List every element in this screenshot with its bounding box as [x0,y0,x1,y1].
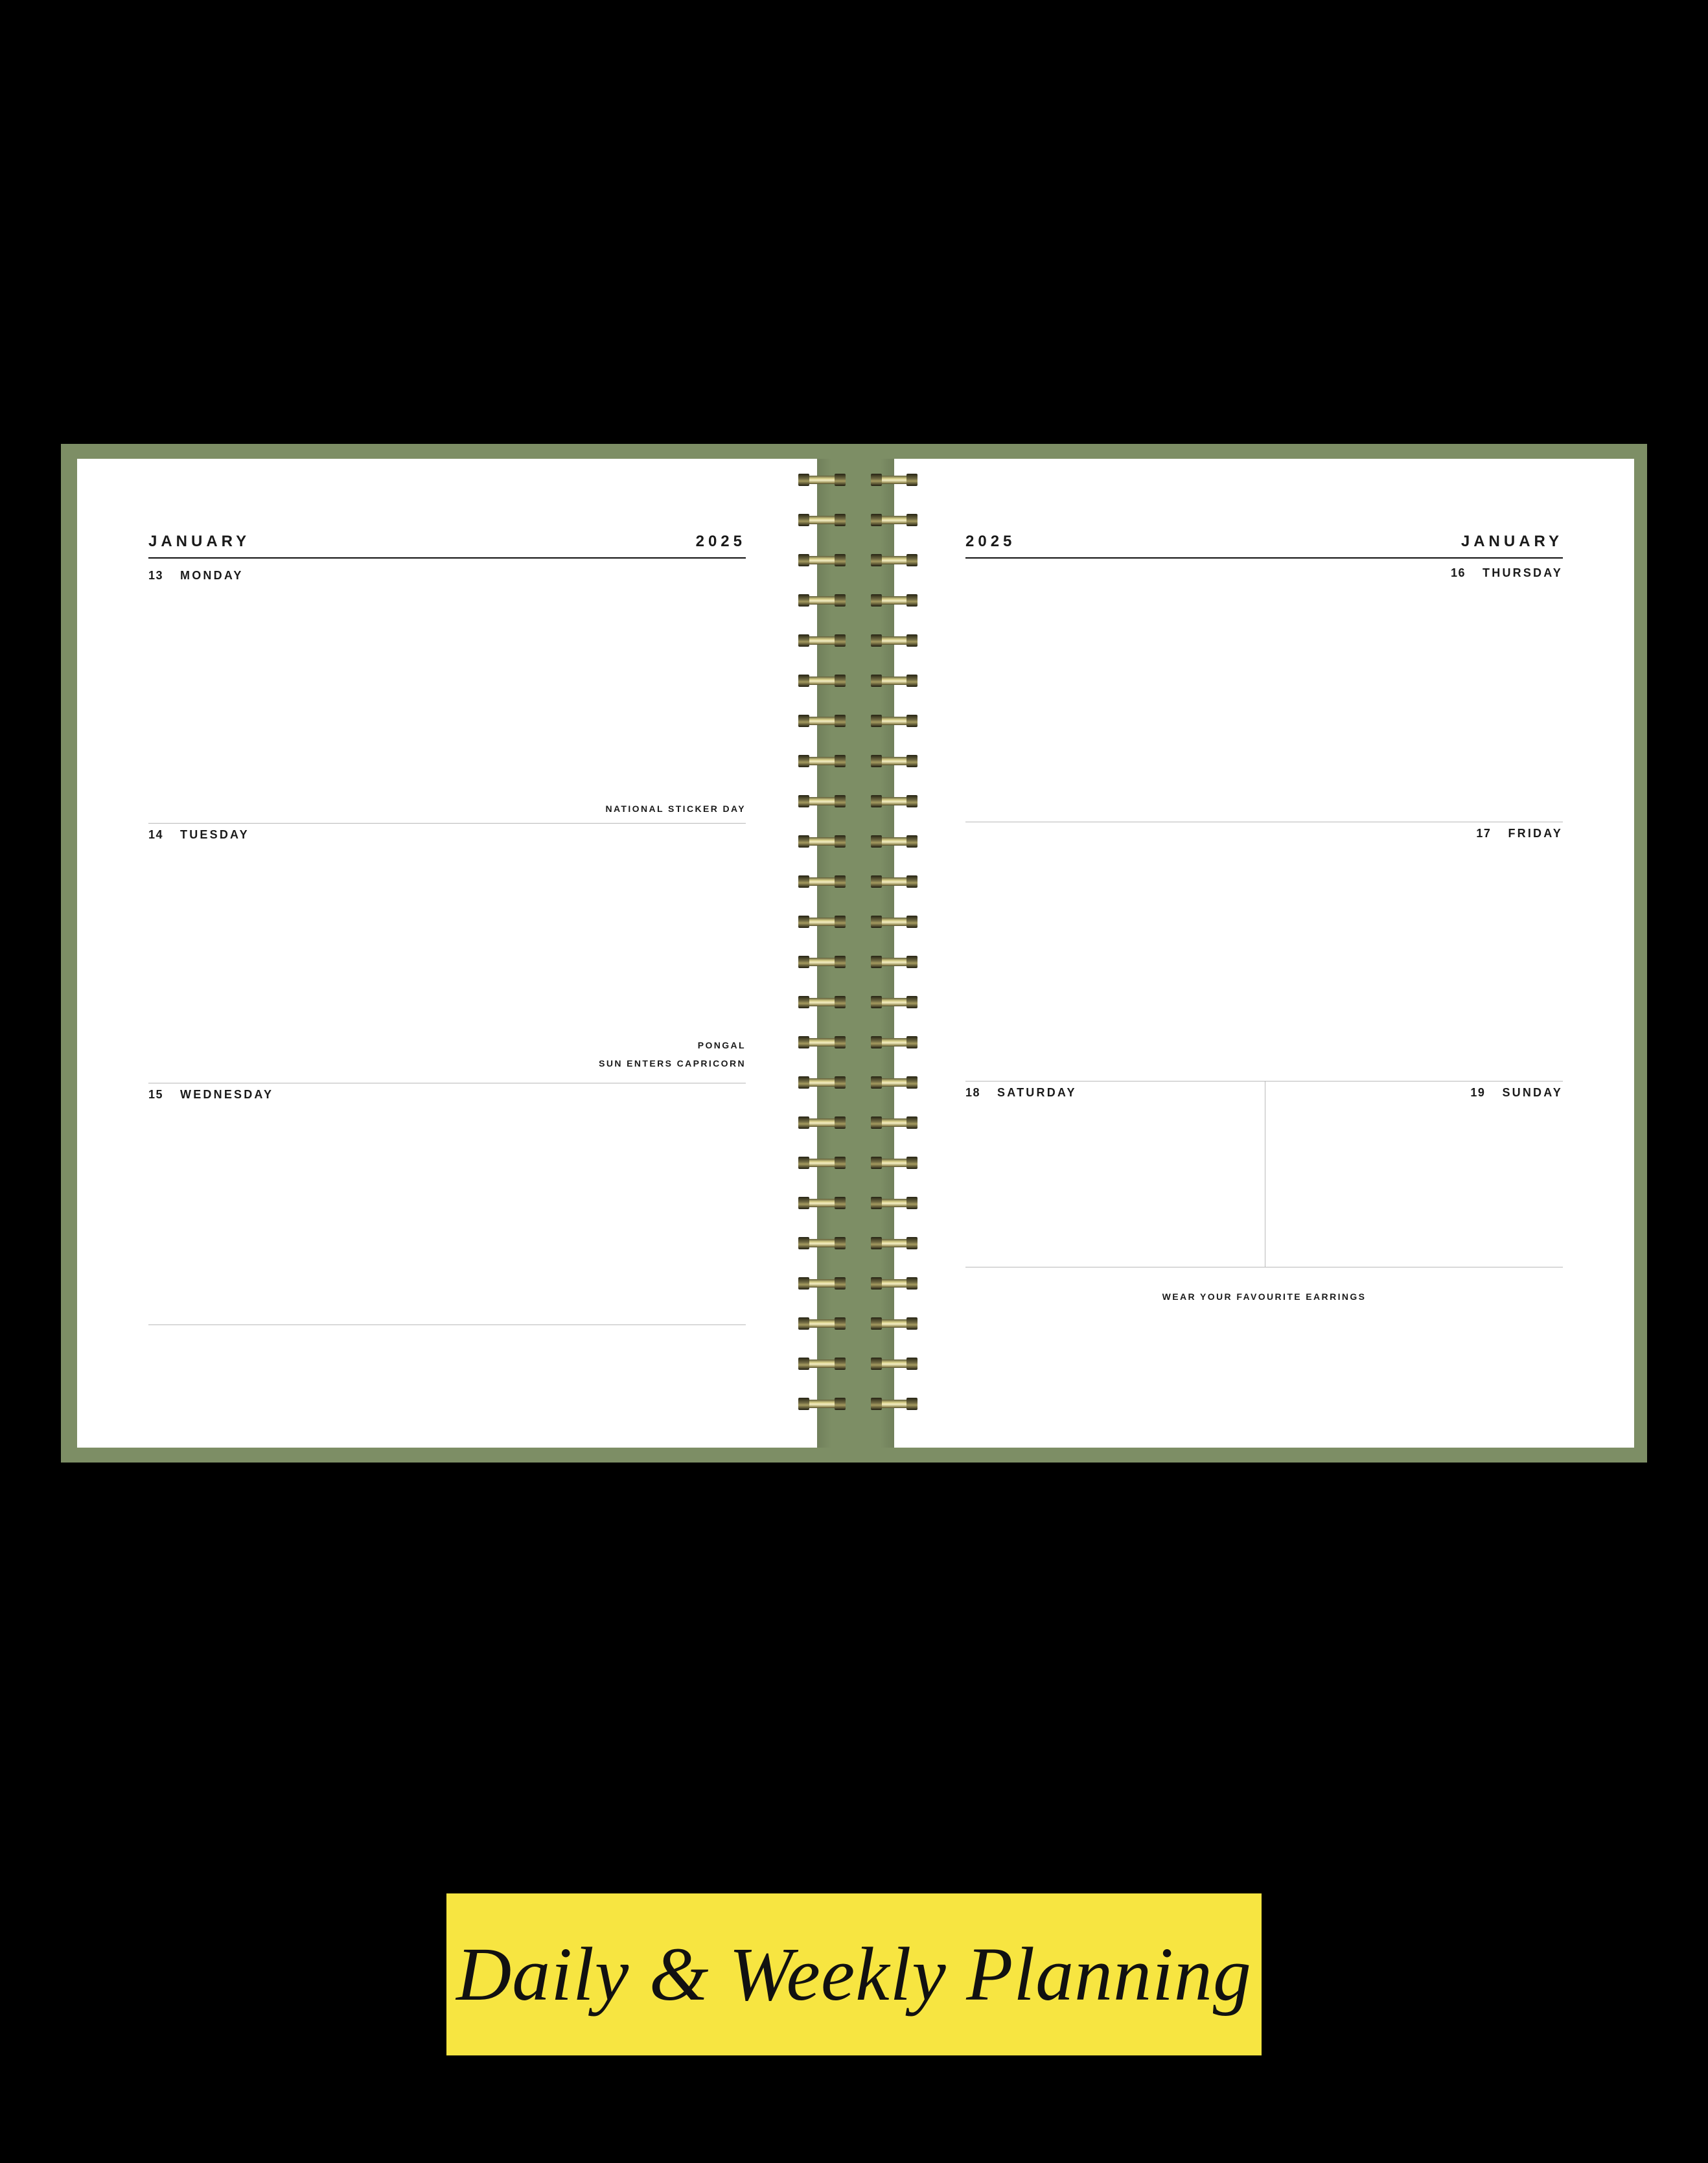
day-number-19: 19 [1470,1086,1486,1099]
spiral-coil [789,1357,919,1370]
day-entry-thursday[interactable] [1451,566,1563,580]
spiral-coil [789,955,919,968]
day-name-monday: MONDAY [180,569,244,582]
spiral-coil [789,1277,919,1290]
day-entry-saturday[interactable] [965,1086,1077,1100]
spiral-coil [789,794,919,807]
caption-text: Daily & Weekly Planning [456,1932,1252,2017]
spiral-coil [789,995,919,1008]
spiral-coil [789,875,919,888]
caption-banner [446,1893,1262,2055]
left-header-rule [148,557,746,559]
left-header-month: JANUARY [148,533,251,550]
spiral-coil [789,1236,919,1249]
day-name-saturday: SATURDAY [997,1086,1077,1099]
note-pongal: PONGAL [697,1040,746,1050]
rule-monday-bottom [148,823,746,824]
planner-left-page [77,459,817,1448]
day-name-sunday: SUNDAY [1502,1086,1563,1099]
spiral-coil [789,1156,919,1169]
spiral-coil [789,674,919,687]
day-number-14: 14 [148,828,164,841]
spiral-coil [789,473,919,486]
day-name-wednesday: WEDNESDAY [180,1088,274,1101]
day-number-17: 17 [1476,827,1492,840]
day-entry-wednesday[interactable] [148,1088,273,1102]
right-header-month: JANUARY [1460,533,1563,550]
rule-friday-bottom [965,1081,1563,1082]
day-name-friday: FRIDAY [1508,827,1563,840]
rule-wednesday-bottom [148,1324,746,1325]
day-name-tuesday: TUESDAY [180,828,249,841]
spiral-coil [789,835,919,848]
day-entry-sunday[interactable] [1470,1086,1563,1100]
spiral-coil [789,594,919,607]
spiral-coil [789,513,919,526]
right-page-header [965,524,1563,551]
planner-right-page [894,459,1634,1448]
spiral-coil [789,634,919,647]
day-number-18: 18 [965,1086,981,1099]
right-header-rule [965,557,1563,559]
spiral-coil [789,553,919,566]
right-header-year: 2025 [965,533,1016,550]
spiral-coil [789,915,919,928]
day-number-15: 15 [148,1088,164,1101]
left-page-header [148,524,746,551]
spiral-coil [789,1035,919,1048]
day-entry-friday[interactable] [1476,827,1563,840]
spiral-coil [789,754,919,767]
spiral-coil [789,1196,919,1209]
left-header-year: 2025 [695,533,746,550]
day-name-thursday: THURSDAY [1483,566,1563,579]
day-entry-monday[interactable] [148,569,244,583]
day-number-13: 13 [148,569,164,582]
note-national-sticker-day: NATIONAL STICKER DAY [605,804,746,814]
note-sun-enters-capricorn: SUN ENTERS CAPRICORN [599,1058,746,1069]
spiral-coil [789,1076,919,1089]
spiral-coil [789,1116,919,1129]
day-number-16: 16 [1451,566,1466,579]
spiral-coil [789,1317,919,1330]
day-entry-tuesday[interactable] [148,828,249,842]
spiral-coil [789,714,919,727]
note-wear-your-favourite-earrings: WEAR YOUR FAVOURITE EARRINGS [1162,1291,1367,1302]
spiral-coil [789,1397,919,1410]
